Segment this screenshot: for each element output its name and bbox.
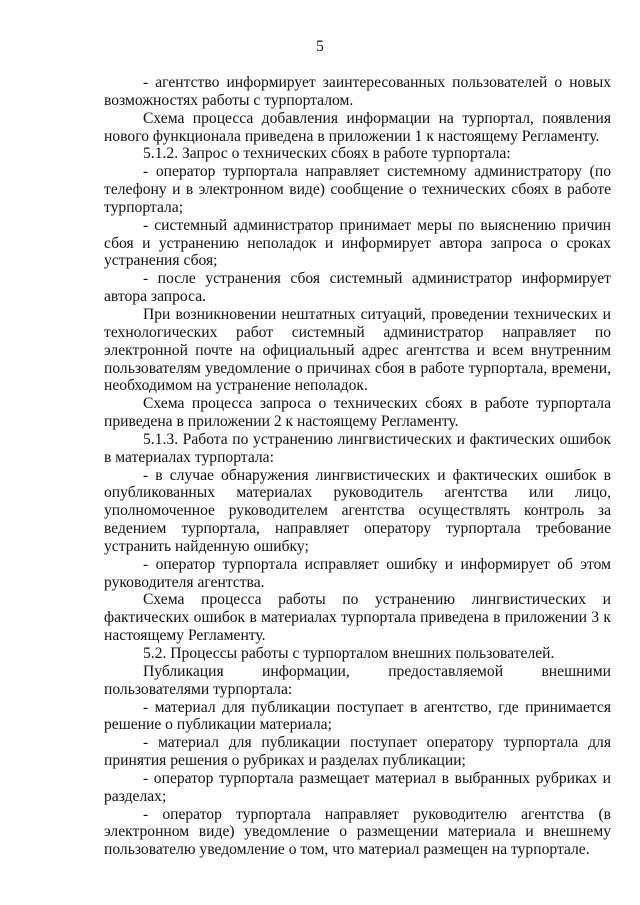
list-item: - оператор турпортала направляет руководителю агентства (в электронном виде) уведомление о размещении материала и внешнему пользователю уведомление о том, что материал размещен на турпортале. [104,805,611,859]
section-heading: 5.1.3. Работа по устранению лингвистических и фактических ошибок в материалах турпортала: [104,430,611,466]
paragraph: Публикация информации, предоставляемой внешними пользователями турпортала: [104,662,611,698]
section-heading: 5.2. Процессы работы с турпорталом внешних пользователей. [143,645,555,662]
list-item: - оператор турпортала исправляет ошибку и информирует об этом руководителя агентства. [104,555,611,591]
section-heading: 5.1.2. Запрос о технических сбоях в работе турпортала: [143,145,511,163]
list-item: - оператор турпортала направляет системному администратору (по телефону и в электронном виде) сообщение о технических сбоях в работе турпортала; [104,163,611,216]
list-item: - материал для публикации поступает оператору турпортала для принятия решения о рубриках и разделах публикации; [104,734,611,770]
list-item: - после устранения сбоя системный администратор информирует автора запроса. [104,270,611,306]
list-item: - системный администратор принимает меры по выяснению причин сбоя и устранению неполадок и информирует автора запроса о сроках устранения сбоя; [104,216,611,270]
paragraph: - агентство информирует заинтересованных пользователей о новых возможностях работы с турпорталом. [104,74,611,109]
document-body [104,74,611,859]
paragraph: Схема процесса работы по устранению лингвистических и фактических ошибок в материалах турпортала приведена в приложении 3 к настоящему Регламенту. [104,591,611,645]
paragraph: Схема процесса добавления информации на турпортал, появления нового функционала приведена в приложении 1 к настоящему Регламенту. [104,109,611,145]
page-number: 5 [316,38,324,55]
paragraph: Схема процесса запроса о технических сбоях в работе турпортала приведена в приложении 2 к настоящему Регламенту. [104,395,611,431]
list-item: - материал для публикации поступает в агентство, где принимается решение о публикации материала; [104,698,611,734]
paragraph: При возникновении нештатных ситуаций, проведении технических и технологических работ системный администратор направляет по электронной почте на официальный адрес агентства и всем внутренним пользователям уведомление о причинах сбоя в работе турпортала, времени, необходимом на устранение неполадок. [104,305,611,395]
list-item: - в случае обнаружения лингвистических и фактических ошибок в опубликованных материалах руководитель агентства или лицо, уполномоченное руководителем агентства осуществлять контроль за ведением турпортала, направляет оператору турпортала требование устранить найденную ошибку; [104,466,611,555]
list-item: - оператор турпортала размещает материал в выбранных рубриках и разделах; [104,769,611,805]
